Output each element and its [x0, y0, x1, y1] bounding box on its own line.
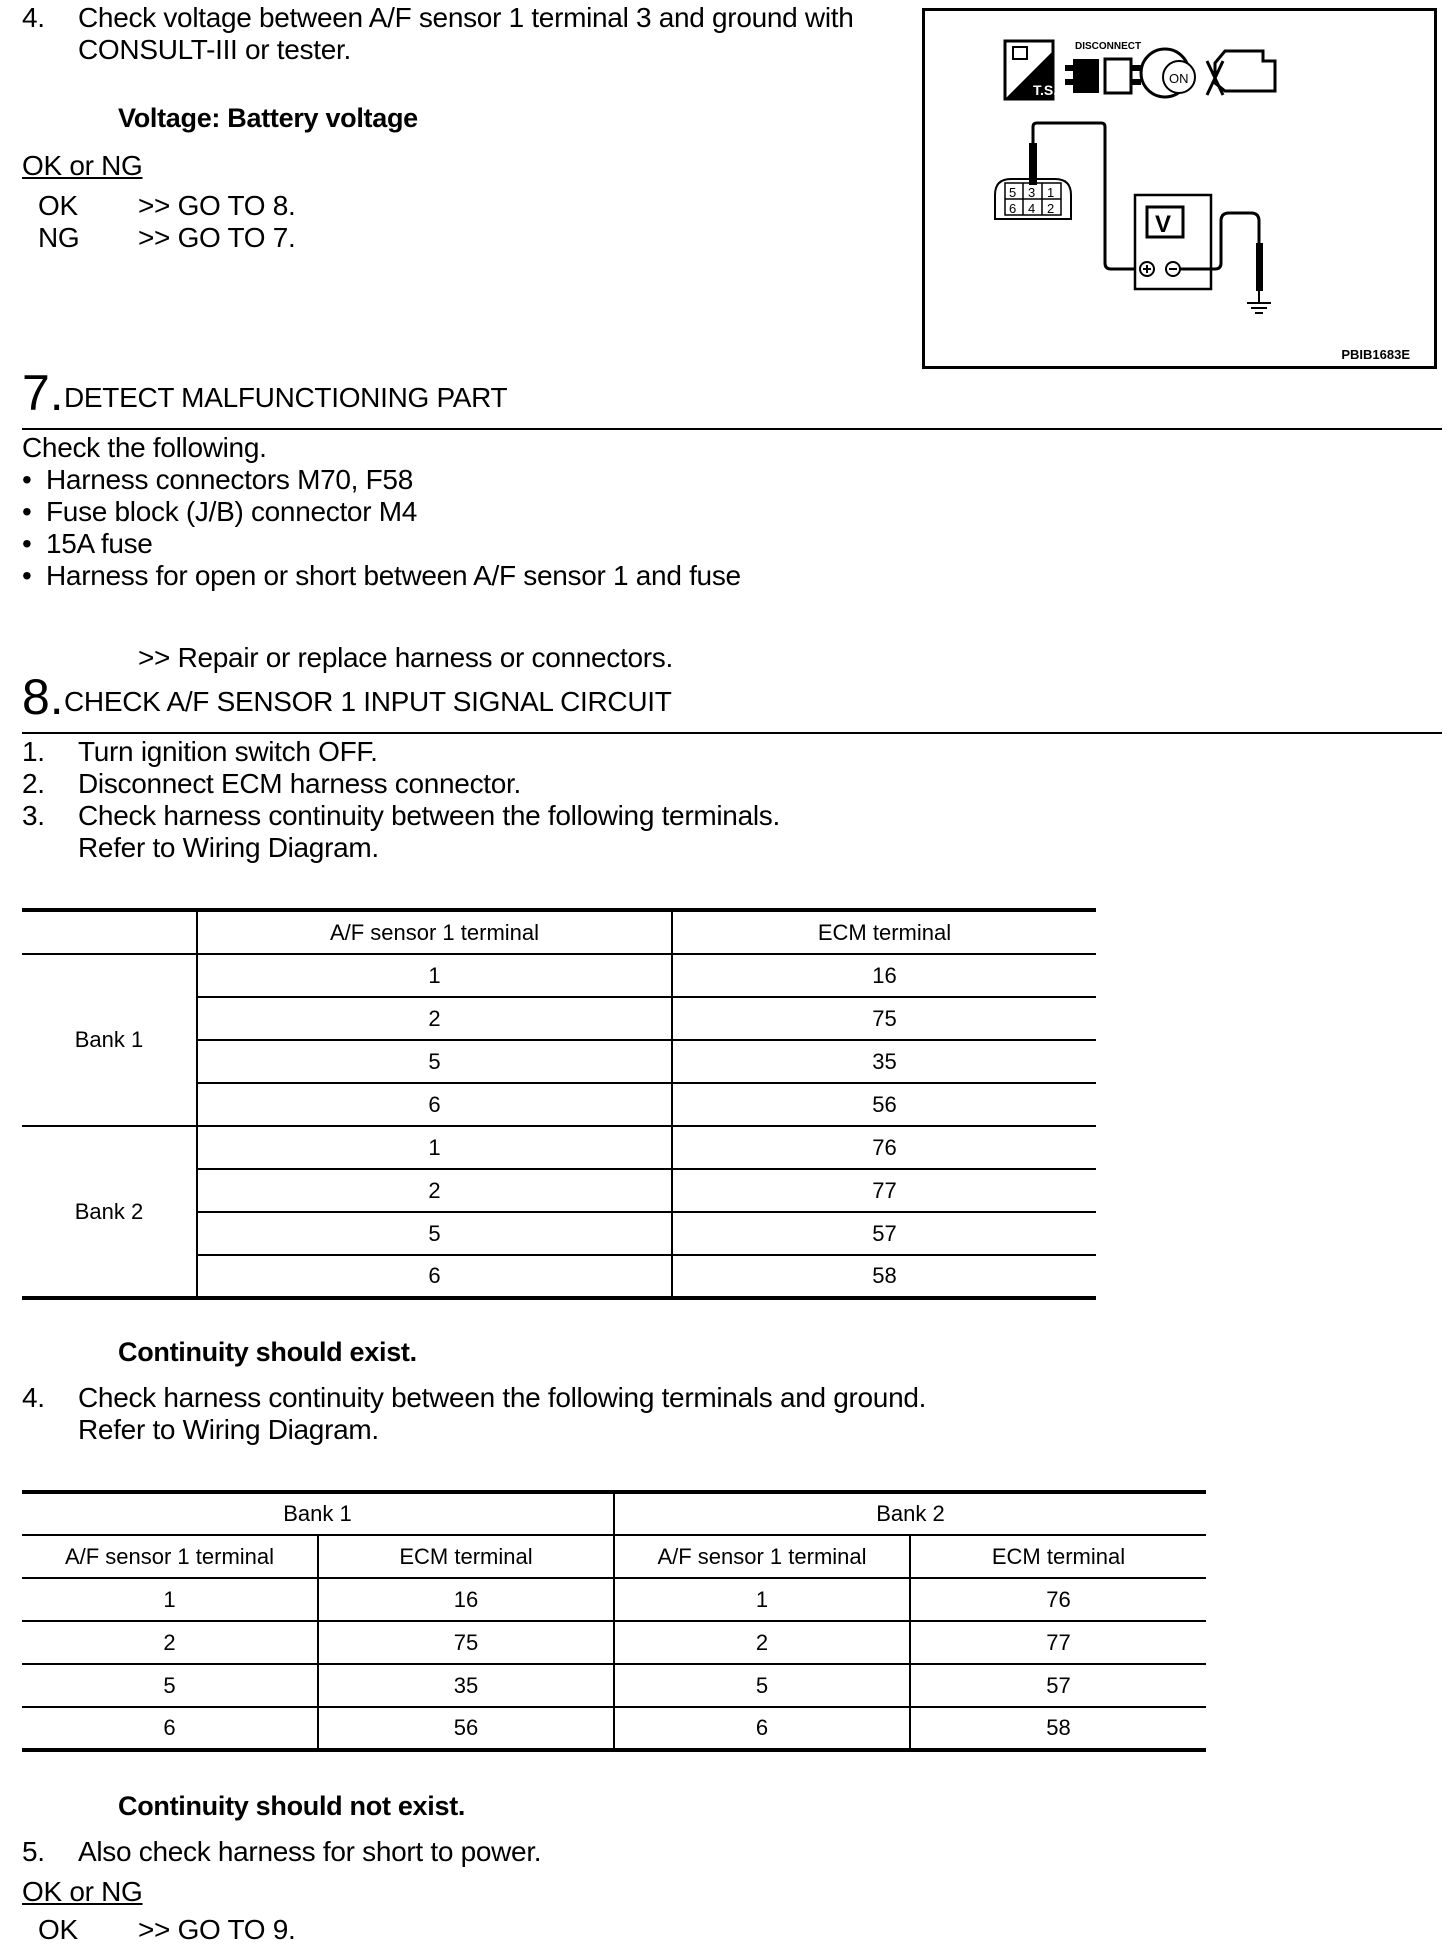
item4-number: 4. — [22, 1382, 45, 1413]
svg-text:2: 2 — [1047, 201, 1055, 216]
step8-rule — [22, 732, 1442, 734]
table-cell: 75 — [672, 997, 1096, 1040]
table-cell: 6 — [614, 1707, 910, 1750]
table-cell: 1 — [197, 954, 672, 997]
table-row — [22, 1578, 1206, 1621]
continuity-spec-2: Continuity should not exist. — [118, 1791, 466, 1821]
bank-cell: Bank 1 — [22, 954, 197, 1126]
table-cell: 2 — [163, 1629, 176, 1655]
ground-icon — [1247, 291, 1271, 313]
table-cell: 56 — [318, 1707, 614, 1750]
figure-drawing — [925, 11, 1434, 366]
table-cell: 6 — [197, 1083, 672, 1126]
table-cell: 77 — [672, 1169, 1096, 1212]
check-item-1: Harness connectors M70, F58 — [46, 464, 413, 495]
probe-negative — [1256, 243, 1263, 291]
step7-title: DETECT MALFUNCTIONING PART — [64, 382, 508, 413]
engine-icon — [1207, 51, 1275, 95]
item2-number: 2. — [22, 768, 45, 799]
bullet-marker: • — [22, 528, 32, 559]
continuity-table-2 — [22, 1490, 1206, 1752]
table-header-row — [22, 910, 1096, 954]
bullet-marker: • — [22, 496, 32, 527]
table-cell: 76 — [672, 1126, 1096, 1169]
table-cell: 57 — [910, 1664, 1206, 1707]
step4-text-line2: CONSULT-III or tester. — [78, 34, 351, 65]
step7-number: 7. — [22, 365, 64, 421]
table-cell: 16 — [672, 954, 1096, 997]
svg-text:DISCONNECT: DISCONNECT — [1075, 41, 1142, 52]
table-cell: 57 — [672, 1212, 1096, 1255]
check-item-2: Fuse block (J/B) connector M4 — [46, 496, 417, 527]
header-cell — [22, 910, 197, 954]
voltage-check-figure — [922, 8, 1437, 369]
svg-text:6: 6 — [1009, 201, 1017, 216]
table-cell: 5 — [614, 1664, 910, 1707]
table-row — [22, 1126, 1096, 1169]
table-cell: 16 — [318, 1578, 614, 1621]
bullet-marker: • — [22, 464, 32, 495]
table-cell: 5 — [197, 1040, 672, 1083]
table-cell: 76 — [910, 1578, 1206, 1621]
table-cell: 56 — [672, 1083, 1096, 1126]
table-cell: 1 — [197, 1126, 672, 1169]
table-row — [22, 1664, 1206, 1707]
check-item-4: Harness for open or short between A/F sensor 1 and fuse — [46, 560, 741, 591]
table-cell: 1 — [163, 1586, 176, 1612]
item3-number: 3. — [22, 800, 45, 831]
item2-text: Disconnect ECM harness connector. — [78, 768, 521, 799]
table-cell: 6 — [163, 1715, 176, 1740]
table-cell: 5 — [163, 1672, 176, 1698]
step7-action: >> Repair or replace harness or connectors. — [138, 642, 673, 673]
bank-header-cell: Bank 2 — [614, 1492, 1206, 1535]
bullet-marker: • — [22, 560, 32, 591]
svg-text:3: 3 — [1028, 185, 1036, 200]
table-cell: 2 — [614, 1621, 910, 1664]
ts-icon — [1005, 41, 1057, 99]
svg-text:1: 1 — [1047, 185, 1055, 200]
probe-positive — [1029, 143, 1037, 185]
table-cell: 5 — [197, 1212, 672, 1255]
voltmeter-icon — [1135, 195, 1211, 289]
bank-header-cell: Bank 1 — [283, 1501, 352, 1526]
ok-label-bottom: OK — [38, 1914, 78, 1945]
figure-id: PBIB1683E — [1341, 347, 1410, 362]
bank-header-row — [22, 1492, 1206, 1535]
table-cell: 1 — [614, 1578, 910, 1621]
okng-title-bottom: OK or NG — [22, 1876, 143, 1907]
column-header-row — [22, 1535, 1206, 1578]
step4-text-line1: Check voltage between A/F sensor 1 terminal 3 and ground with — [78, 2, 854, 33]
table-cell: 6 — [197, 1255, 672, 1298]
step4-number: 4. — [22, 2, 45, 33]
bank-cell: Bank 2 — [74, 1198, 144, 1224]
item5-number: 5. — [22, 1836, 45, 1867]
ng-label-top: NG — [38, 222, 80, 253]
ignition-on-icon — [1141, 49, 1195, 97]
step8-title: CHECK A/F SENSOR 1 INPUT SIGNAL CIRCUIT — [64, 686, 672, 717]
svg-text:ON: ON — [1169, 71, 1189, 86]
step8-number: 8. — [22, 669, 64, 725]
header-cell: ECM terminal — [910, 1535, 1206, 1578]
continuity-spec-1: Continuity should exist. — [118, 1337, 417, 1367]
ok-action-top: >> GO TO 8. — [138, 190, 296, 221]
header-cell: ECM terminal — [318, 1535, 614, 1578]
header-cell: A/F sensor 1 terminal — [614, 1535, 910, 1578]
okng-title-top: OK or NG — [22, 150, 143, 181]
item1-text: Turn ignition switch OFF. — [78, 736, 378, 767]
item5-text: Also check harness for short to power. — [78, 1836, 542, 1867]
disconnect-icon — [1065, 41, 1141, 93]
table-cell: 58 — [910, 1707, 1206, 1750]
item4-subtext: Refer to Wiring Diagram. — [78, 1414, 379, 1445]
svg-text:V: V — [1155, 211, 1172, 238]
ok-action-bottom: >> GO TO 9. — [138, 1914, 296, 1945]
continuity-table-1 — [22, 908, 1096, 1300]
table-row — [22, 1707, 1206, 1750]
check-item-3: 15A fuse — [46, 528, 153, 559]
header-cell: A/F sensor 1 terminal — [197, 910, 672, 954]
table-cell: 58 — [672, 1255, 1096, 1298]
step7-intro: Check the following. — [22, 432, 267, 463]
header-cell: A/F sensor 1 terminal — [64, 1543, 275, 1569]
svg-text:4: 4 — [1028, 201, 1036, 216]
table-cell: 75 — [318, 1621, 614, 1664]
table-cell: 35 — [672, 1040, 1096, 1083]
svg-text:5: 5 — [1009, 185, 1017, 200]
ok-label-top: OK — [38, 190, 78, 221]
voltage-spec: Voltage: Battery voltage — [118, 103, 418, 133]
table-row — [22, 954, 1096, 997]
item1-number: 1. — [22, 736, 45, 767]
item3-subtext: Refer to Wiring Diagram. — [78, 832, 379, 863]
table-cell: 35 — [318, 1664, 614, 1707]
item3-text: Check harness continuity between the following terminals. — [78, 800, 780, 831]
ng-action-top: >> GO TO 7. — [138, 222, 296, 253]
table-cell: 2 — [197, 997, 672, 1040]
svg-text:T.S.: T.S. — [1033, 82, 1058, 98]
table-cell: 77 — [910, 1621, 1206, 1664]
table-cell: 2 — [197, 1169, 672, 1212]
step7-rule — [22, 428, 1442, 430]
item4-text: Check harness continuity between the following terminals and ground. — [78, 1382, 927, 1413]
table-row — [22, 1621, 1206, 1664]
header-cell: ECM terminal — [672, 910, 1096, 954]
